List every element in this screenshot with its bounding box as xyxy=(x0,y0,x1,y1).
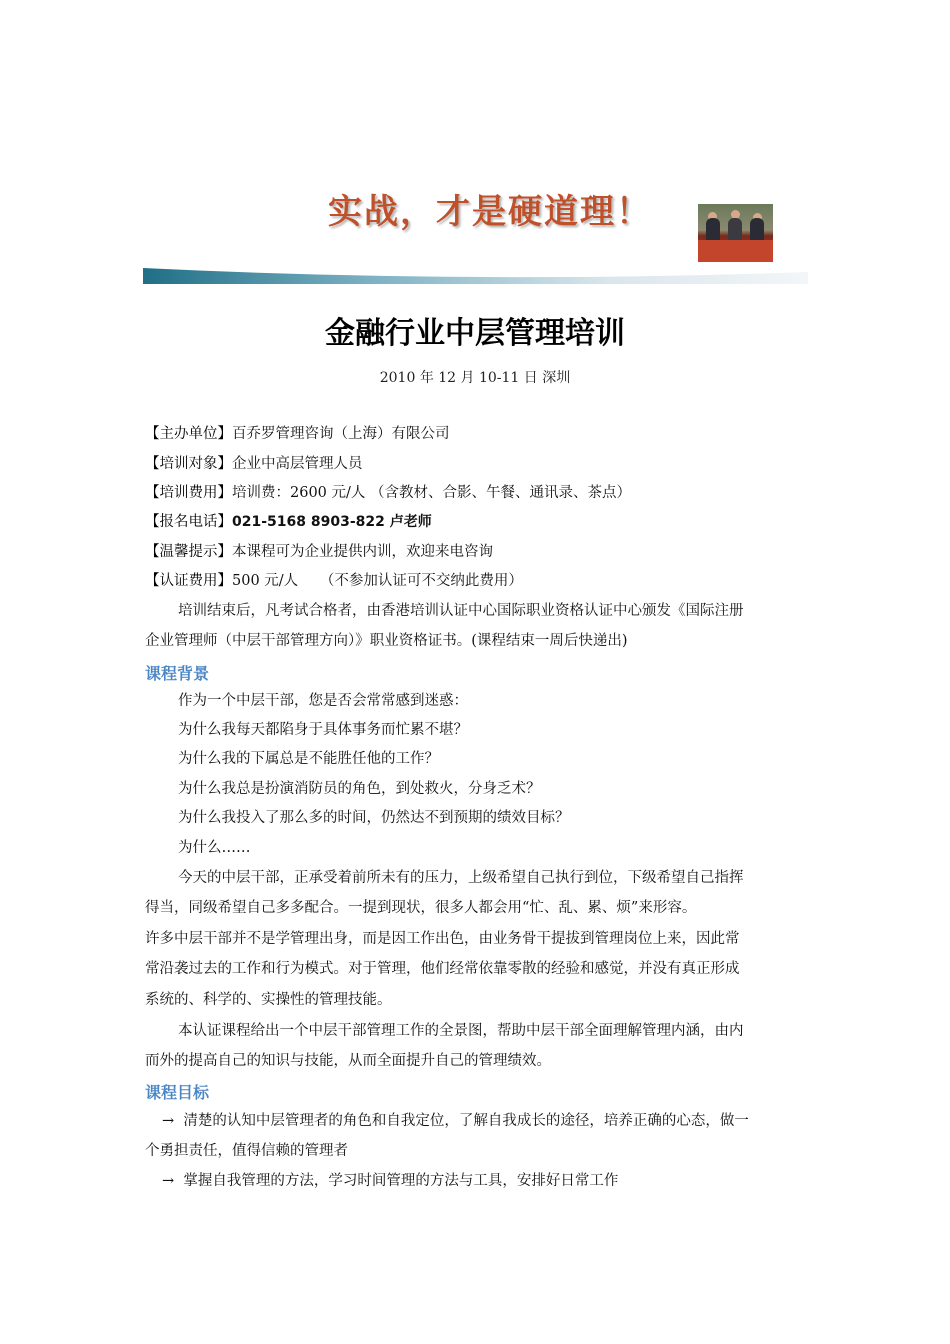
arrow-icon: → xyxy=(162,1173,175,1189)
section-heading-background: 课程背景 xyxy=(145,664,210,683)
info-label: 【报名电话】 xyxy=(145,514,232,530)
event-date: 2010 年 12 月 10-11 日 深圳 xyxy=(379,370,571,386)
question-line: 为什么我的下属总是不能胜任他的工作？ xyxy=(178,751,439,767)
paragraph-line: 许多中层干部并不是学管理出身，而是因工作出色，由业务骨干提拔到管理岗位上来，因此常 xyxy=(145,931,740,947)
info-row-organizer xyxy=(145,424,450,444)
info-value: 500 元/人 （不参加认证可不交纳此费用） xyxy=(232,573,523,589)
meeting-photo-icon xyxy=(698,204,773,262)
goal-text: 清楚的认知中层管理者的角色和自我定位，了解自我成长的途径，培养正确的心态，做一 xyxy=(183,1113,749,1129)
section-heading-goals: 课程目标 xyxy=(145,1083,210,1102)
question-line: 为什么我每天都陷身于具体事务而忙累不堪？ xyxy=(178,722,468,738)
paragraph-line: 今天的中层干部，正承受着前所未有的压力，上级希望自己执行到位，下级希望自己指挥 xyxy=(178,870,744,886)
info-label: 【认证费用】 xyxy=(145,573,232,589)
paragraph-line: 得当，同级希望自己多多配合。一提到现状，很多人都会用“忙、乱、累、烦”来形容。 xyxy=(145,900,697,916)
goal-item-continued: 个勇担责任，值得信赖的管理者 xyxy=(145,1143,348,1159)
paragraph-line: 系统的、科学的、实操性的管理技能。 xyxy=(145,992,392,1008)
info-label: 【主办单位】 xyxy=(145,426,232,442)
arrow-icon: → xyxy=(162,1113,175,1129)
paragraph-line: 本认证课程给出一个中层干部管理工作的全景图，帮助中层干部全面理解管理内涵，由内 xyxy=(178,1023,744,1039)
goal-text: 掌握自我管理的方法，学习时间管理的方法与工具，安排好日常工作 xyxy=(183,1173,619,1189)
paragraph-line: 常沿袭过去的工作和行为模式。对于管理，他们经常依靠零散的经验和感觉，并没有真正形成 xyxy=(145,961,740,977)
paragraph-line: 而外的提高自己的知识与技能，从而全面提升自己的管理绩效。 xyxy=(145,1053,551,1069)
question-line: 为什么我投入了那么多的时间，仍然达不到预期的绩效目标？ xyxy=(178,810,570,826)
info-row-audience xyxy=(145,454,363,474)
info-row-fee xyxy=(145,483,631,503)
goal-item xyxy=(162,1111,749,1131)
info-label: 【培训对象】 xyxy=(145,456,232,472)
question-line: 作为一个中层干部，您是否会常常感到迷惑： xyxy=(178,693,468,709)
page-title: 金融行业中层管理培训 xyxy=(325,316,625,351)
question-line: 为什么…… xyxy=(178,840,251,856)
banner-slogan: 实战，才是硬道理！ xyxy=(328,192,652,232)
info-label: 【培训费用】 xyxy=(145,485,232,501)
header-banner xyxy=(143,170,808,286)
banner-swoosh-bar xyxy=(143,266,808,284)
info-value: 培训费：2600 元/人 （含教材、合影、午餐、通讯录、茶点） xyxy=(232,485,632,501)
info-row-phone xyxy=(145,512,432,532)
info-label: 【温馨提示】 xyxy=(145,544,232,560)
info-row-cert-fee xyxy=(145,571,523,591)
info-row-tip xyxy=(145,542,493,562)
cert-note-line1: 培训结束后，凡考试合格者，由香港培训认证中心国际职业资格认证中心颁发《国际注册 xyxy=(178,603,744,619)
goal-item xyxy=(162,1171,618,1191)
phone-number: 021-5168 8903-822 卢老师 xyxy=(232,514,432,530)
question-line: 为什么我总是扮演消防员的角色，到处救火，分身乏术？ xyxy=(178,781,541,797)
info-value: 本课程可为企业提供内训，欢迎来电咨询 xyxy=(232,544,493,560)
cert-note-line2: 企业管理师（中层干部管理方向）》职业资格证书。(课程结束一周后快递出) xyxy=(145,633,628,649)
info-value: 百乔罗管理咨询（上海）有限公司 xyxy=(232,426,450,442)
info-value: 企业中高层管理人员 xyxy=(232,456,363,472)
